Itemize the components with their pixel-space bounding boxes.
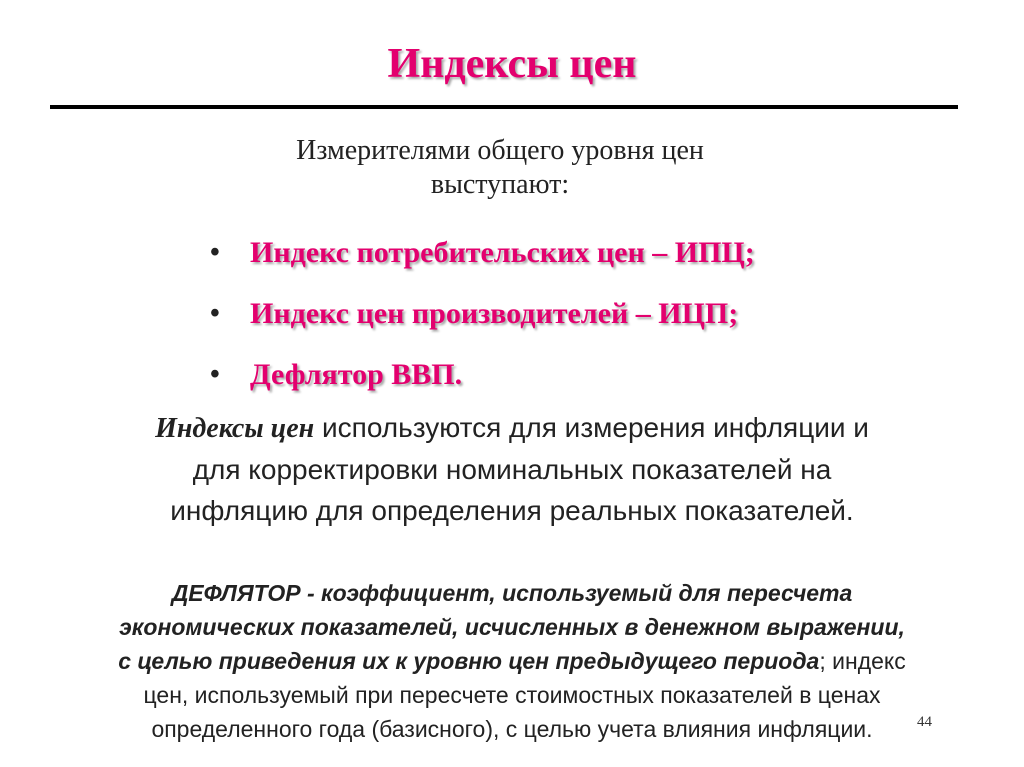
slide-title: Индексы цен	[387, 41, 637, 87]
deflator-line-4: цен, используемый при пересчете стоимостных показателей в ценах	[143, 682, 881, 708]
price-index-list	[210, 222, 755, 405]
page-number: 44	[917, 714, 932, 730]
deflator-line-3-rest: ; индекс	[819, 648, 906, 674]
bullet-icon: •	[210, 358, 220, 390]
deflator-line-3-emph: с целью приведения их к уровню цен предыдущего периода	[118, 648, 820, 674]
deflator-line-1-rest: - коэффициент, используемый для пересчета	[300, 580, 853, 606]
usage-line-2: для корректировки номинальных показателей на	[192, 454, 832, 485]
deflator-line-1	[60, 576, 964, 610]
title-divider	[50, 105, 958, 109]
deflator-line-5: определенного года (базисного), с целью учета влияния инфляции.	[151, 716, 873, 742]
list-item-label: Дефлятор ВВП.	[250, 357, 463, 391]
intro-line-2: выступают:	[430, 169, 570, 200]
intro-line-1: Измерителями общего уровня цен	[296, 135, 704, 166]
deflator-line-2: экономических показателей, исчисленных в денежном выражении,	[119, 614, 905, 640]
bullet-icon: •	[210, 297, 220, 329]
bullet-icon: •	[210, 236, 220, 268]
usage-line-3: инфляцию для определения реальных показателей.	[170, 495, 854, 526]
usage-term: Индексы цен	[155, 413, 315, 444]
intro-text	[220, 134, 780, 202]
list-item	[210, 283, 755, 344]
deflator-line-3	[60, 644, 964, 678]
list-item-label: Индекс цен производителей – ИЦП;	[250, 296, 739, 330]
deflator-term: ДЕФЛЯТОР	[171, 580, 301, 606]
usage-paragraph	[60, 407, 964, 531]
list-item	[210, 222, 755, 283]
usage-line-1	[60, 407, 964, 449]
list-item-label: Индекс потребительских цен – ИПЦ;	[250, 235, 755, 269]
list-item	[210, 344, 755, 405]
usage-line-1-rest: используются для измерения инфляции и	[314, 412, 869, 443]
deflator-definition	[60, 576, 964, 746]
